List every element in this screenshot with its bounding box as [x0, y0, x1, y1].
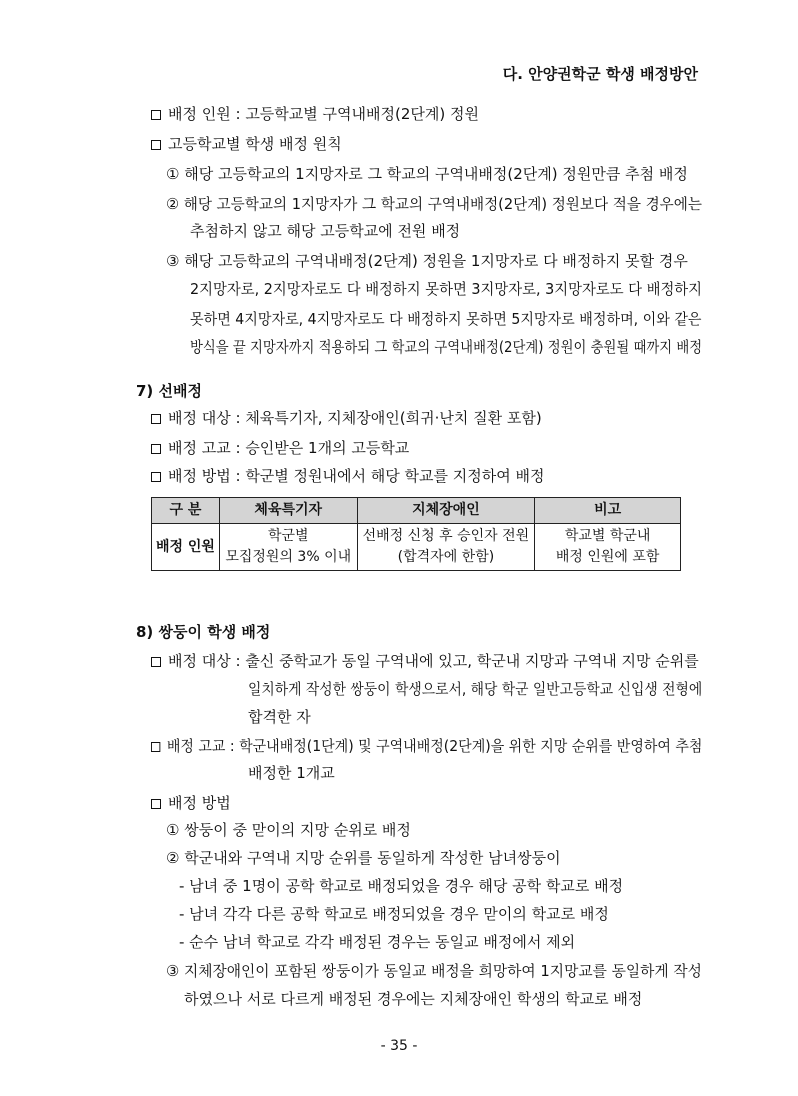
twin-school-cont: 배정한 1개교 [248, 764, 335, 782]
square-bullet-icon [151, 472, 161, 482]
bullet-pre-target: 배정 대상 : 체육특기자, 지체장애인(희귀·난치 질환 포함) [151, 408, 542, 428]
table-cell-athlete: 학군별 모집정원의 3% 이내 [219, 524, 357, 571]
square-bullet-icon [151, 742, 160, 752]
twin-subitem-2: - 남녀 각각 다른 공학 학교로 배정되었을 경우 맏이의 학교로 배정 [179, 905, 609, 923]
square-bullet-icon [151, 140, 161, 150]
section-title: 다. 안양권학군 학생 배정방안 [502, 65, 698, 83]
twin-subitem-3: - 순수 남녀 학교로 각각 배정된 경우는 동일교 배정에서 제외 [179, 933, 576, 951]
twin-subitem-1: - 남녀 중 1명이 공학 학교로 배정되었을 경우 해당 공학 학교로 배정 [179, 877, 624, 895]
twin-item-3-cont: 하였으나 서로 다르게 배정된 경우에는 지체장애인 학생의 학교로 배정 [184, 990, 643, 1008]
table-cell-note: 학교별 학군내 배정 인원에 포함 [535, 524, 681, 571]
table-header-row [152, 498, 681, 524]
table-header-note: 비고 [535, 498, 681, 524]
section-8-heading: 8) 쌍둥이 학생 배정 [136, 623, 271, 641]
twin-target-cont2: 합격한 자 [248, 708, 311, 726]
bullet-twin-target: 배정 대상 : 출신 중학교가 동일 구역내에 있고, 학군내 지망과 구역내 지망 순위를 [151, 651, 699, 671]
principle-item-3-cont2: 못하면 4지망자로, 4지망자로도 다 배정하지 못하면 5지망자로 배정하며, 이와 같은 [190, 310, 702, 328]
pre-allocation-table [151, 497, 681, 571]
table-row [152, 524, 681, 571]
table-cell-disabled: 선배정 신청 후 승인자 전원 (합격자에 한함) [357, 524, 535, 571]
twin-target-cont1: 일치하게 작성한 쌍둥이 학생으로서, 해당 학군 일반고등학교 신입생 전형에 [248, 680, 703, 698]
principle-item-2: ② 해당 고등학교의 1지망자가 그 학교의 구역내배정(2단계) 정원보다 적을 경우에는 [166, 195, 702, 213]
twin-item-1: ① 쌍둥이 중 맏이의 지망 순위로 배정 [166, 821, 411, 839]
bullet-allocation-principle: 고등학교별 학생 배정 원칙 [151, 134, 342, 154]
square-bullet-icon [151, 444, 161, 454]
bullet-twin-method: 배정 방법 [151, 793, 231, 813]
twin-item-2: ② 학군내와 구역내 지망 순위를 동일하게 작성한 남녀쌍둥이 [166, 849, 561, 867]
square-bullet-icon [151, 414, 161, 424]
principle-item-2-cont: 추첨하지 않고 해당 고등학교에 전원 배정 [190, 222, 461, 240]
twin-item-3: ③ 지체장애인이 포함된 쌍둥이가 동일교 배정을 희망하여 1지망교를 동일하게 작성 [166, 962, 702, 980]
bullet-pre-method: 배정 방법 : 학군별 정원내에서 해당 학교를 지정하여 배정 [151, 466, 544, 486]
principle-item-3-cont3: 방식을 끝 지망자까지 적용하되 그 학교의 구역내배정(2단계) 정원이 충원될 때까지 배정 [190, 338, 703, 356]
principle-item-1: ① 해당 고등학교의 1지망자로 그 학교의 구역내배정(2단계) 정원만큼 추첨 배정 [166, 165, 688, 183]
table-header-disabled: 지체장애인 [357, 498, 535, 524]
principle-item-3: ③ 해당 고등학교의 구역내배정(2단계) 정원을 1지망자로 다 배정하지 못할 경우 [166, 252, 688, 270]
section-7-heading: 7) 선배정 [136, 382, 202, 400]
table-header-category: 구 분 [152, 498, 220, 524]
table-row-label: 배정 인원 [152, 524, 220, 571]
principle-item-3-cont1: 2지망자로, 2지망자로도 다 배정하지 못하면 3지망자로, 3지망자로도 다 배정하지 [190, 280, 703, 298]
square-bullet-icon [151, 110, 161, 120]
table-header-athlete: 체육특기자 [219, 498, 357, 524]
square-bullet-icon [151, 799, 161, 809]
bullet-allocation-count: 배정 인원 : 고등학교별 구역내배정(2단계) 정원 [151, 104, 479, 124]
bullet-pre-school: 배정 고교 : 승인받은 1개의 고등학교 [151, 438, 409, 458]
square-bullet-icon [151, 657, 161, 667]
page-number: - 35 - [380, 1038, 418, 1054]
bullet-twin-school: 배정 고교 : 학군내배정(1단계) 및 구역내배정(2단계)을 위한 지망 순위를 반영하여 추첨 [151, 736, 702, 756]
